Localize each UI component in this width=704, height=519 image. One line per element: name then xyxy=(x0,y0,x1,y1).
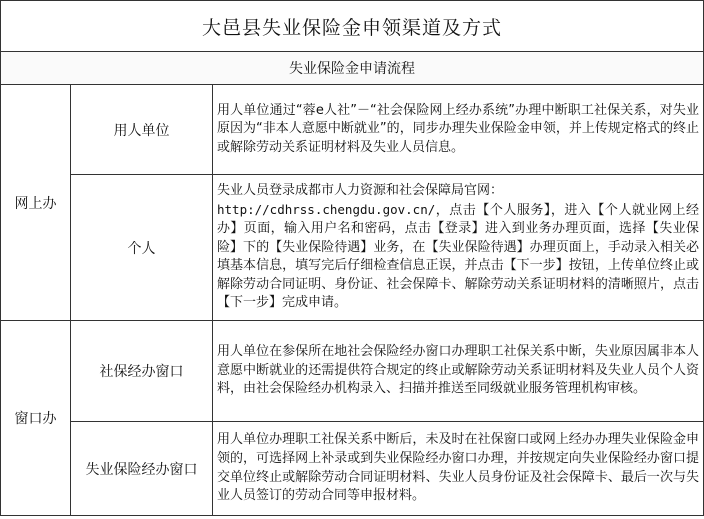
procedure-individual-steps: ，点击【个人服务】，进入【个人就业网上经办】页面，输入用户名和密码，点击【登录】进入到业务办理页面，选择【失业保险】下的【失业保险待遇】业务，在【失业保险待遇】办理页面上，手动录入相关必填基本信息，填写完后仔细检查信息正误，并点击【下一步】按钮，上传单位终止或解除劳动合同证明、身份证、社会保障卡、解除劳动关系证明材料的清晰照片，点击【下一步】完成申请。 xyxy=(217,202,700,311)
procedure-employer-online: 用人单位通过“蓉e人社”－“社会保险网上经办系统”办理中断职工社保关系，对失业原因为“非本人意愿中断就业”的，同步办理失业保险金申领，并上传规定格式的终止或解除劳动关系证明材料及失业人员信息。 xyxy=(213,85,704,175)
procedure-individual-intro: 失业人员登录成都市人力资源和社会保障局官网： xyxy=(217,182,504,198)
applicant-individual-online: 个人 xyxy=(71,175,213,321)
applicant-unemployment-counter: 失业保险经办窗口 xyxy=(71,422,213,516)
table-row xyxy=(1,175,704,321)
category-counter: 窗口办 xyxy=(1,321,71,516)
category-online: 网上办 xyxy=(1,85,71,321)
applicant-employer-online: 用人单位 xyxy=(71,85,213,175)
page-title: 大邑县失业保险金申领渠道及方式 xyxy=(1,1,704,52)
title-row xyxy=(1,1,704,52)
table-row xyxy=(1,85,704,175)
table-row xyxy=(1,321,704,422)
procedure-unemployment-counter: 用人单位办理职工社保关系中断后，未及时在社保窗口或网上经办办理失业保险金申领的，可选择网上补录或到失业保险经办窗口办理，并按规定向失业保险经办窗口提交单位终止或解除劳动合同证明材料、失业人员身份证及社会保障卡、最后一次与失业人员签订的劳动合同等申报材料。 xyxy=(213,422,704,516)
procedure-social-insurance-counter: 用人单位在参保所在地社会保险经办窗口办理职工社保关系中断，失业原因属非本人意愿中断就业的还需提供符合规定的终止或解除劳动关系证明材料及失业人员个人资料，由社会保险经办机构录入、扫描并推送至同级就业服务管理机构审核。 xyxy=(213,321,704,422)
table-row xyxy=(1,422,704,516)
official-site-url[interactable]: http://cdhrss.chengdu.gov.cn/ xyxy=(217,201,436,217)
subtitle-row xyxy=(1,52,704,85)
table-subtitle: 失业保险金申请流程 xyxy=(1,52,704,85)
procedure-individual-online xyxy=(213,175,704,321)
applicant-social-insurance-counter: 社保经办窗口 xyxy=(71,321,213,422)
